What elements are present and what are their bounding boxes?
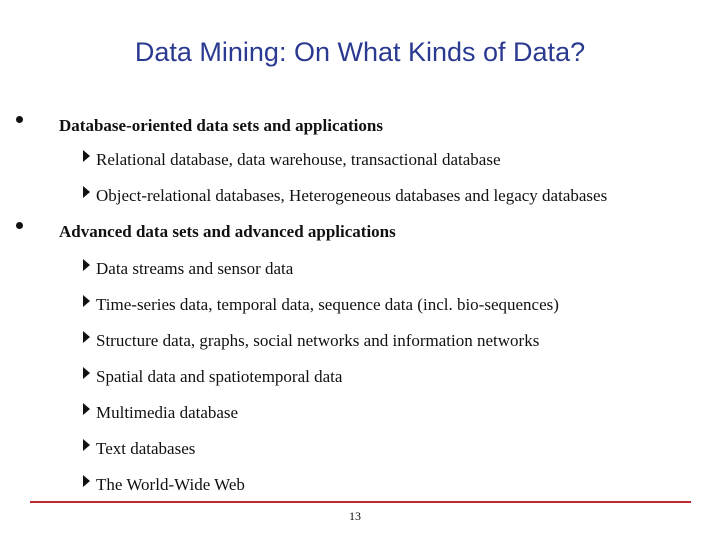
subbullet-text: Relational database, data warehouse, transactional database [96,150,501,169]
subbullet-relational [83,148,501,172]
triangle-bullet-icon [83,259,90,271]
triangle-bullet-icon [83,331,90,343]
triangle-bullet-icon [83,403,90,415]
triangle-bullet-icon [83,150,90,162]
bullet-text: Database-oriented data sets and applications [59,116,383,135]
subbullet-spatial [83,365,342,389]
subbullet-data-streams [83,257,293,281]
footer-rule [30,501,691,503]
triangle-bullet-icon [83,295,90,307]
bullet-text: Advanced data sets and advanced applications [59,222,396,241]
subbullet-text: Time-series data, temporal data, sequence data (incl. bio-sequences) [96,295,559,314]
subbullet-structure-data [83,329,539,353]
bullet-database-oriented [16,114,383,138]
subbullet-www [83,473,245,497]
bullet-advanced [16,220,396,244]
bullet-dot-icon [16,222,23,229]
subbullet-text: Multimedia database [96,403,239,422]
triangle-bullet-icon [83,475,90,487]
triangle-bullet-icon [83,367,90,379]
subbullet-multimedia [83,401,238,425]
triangle-bullet-icon [83,439,90,451]
subbullet-text: Structure data, graphs, social networks and information networks [96,331,540,350]
page-number: 13 [349,509,361,523]
subbullet-text-databases [83,437,195,461]
slide-title: Data Mining: On What Kinds of Data? [134,37,586,67]
triangle-bullet-icon [83,186,90,198]
subbullet-text: The World-Wide Web [96,475,245,494]
bullet-dot-icon [16,116,23,123]
subbullet-text: Text databases [96,439,196,458]
subbullet-text: Spatial data and spatiotemporal data [96,367,343,386]
subbullet-time-series [83,293,559,317]
subbullet-object-relational [83,184,607,208]
subbullet-text: Object-relational databases, Heterogeneous databases and legacy databases [96,186,608,205]
subbullet-text: Data streams and sensor data [96,259,294,278]
